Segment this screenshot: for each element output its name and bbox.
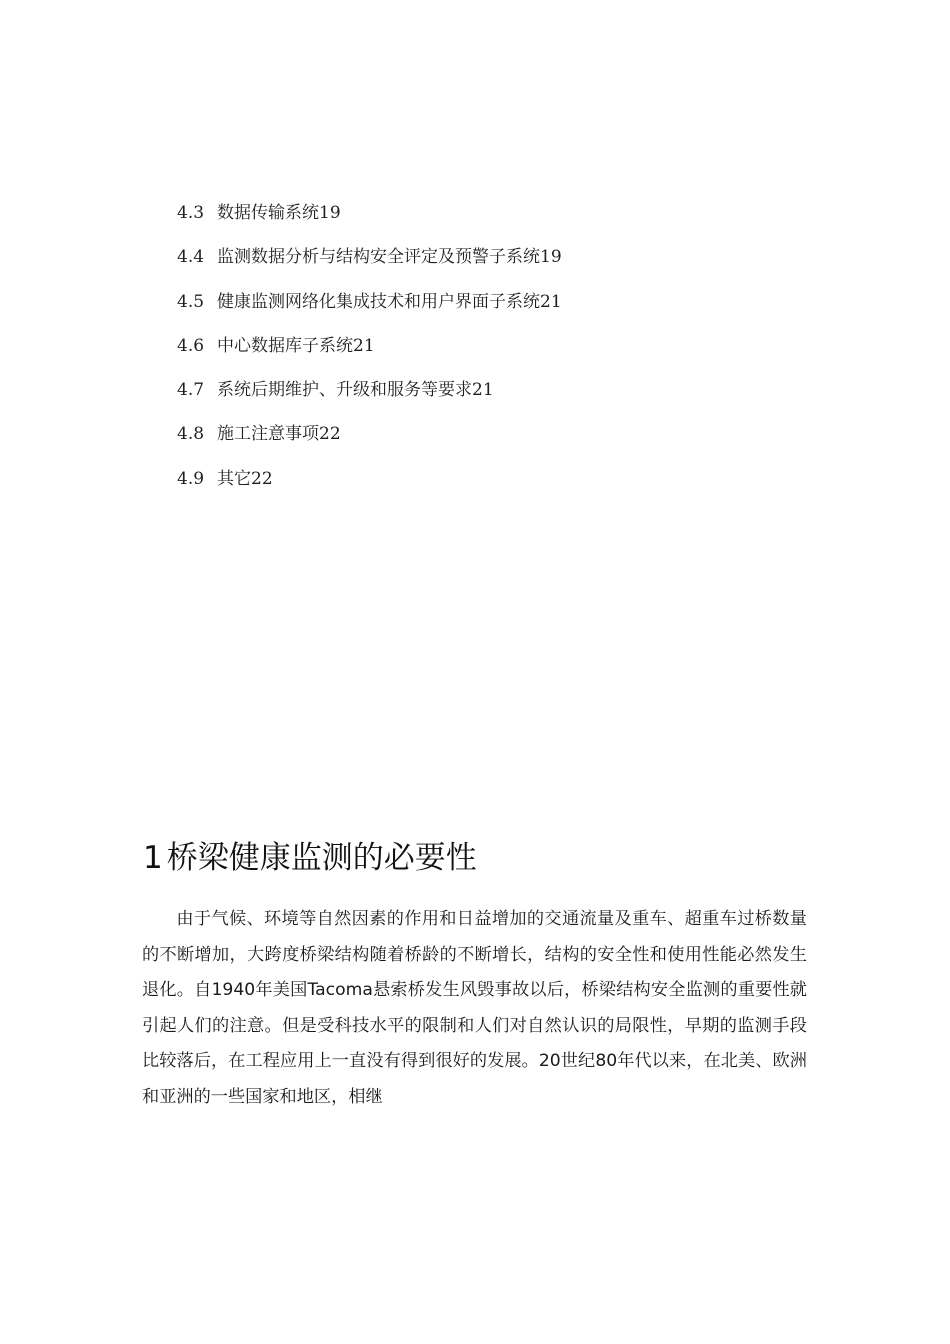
toc-item-title: 其它 bbox=[217, 468, 251, 489]
section-title: 桥梁健康监测的必要性 bbox=[166, 840, 477, 876]
toc-item-title: 健康监测网络化集成技术和用户界面子系统 bbox=[217, 291, 540, 312]
toc-item-page: 19 bbox=[540, 247, 562, 268]
toc-item-number: 4.5 bbox=[177, 291, 205, 312]
toc-item-number: 4.4 bbox=[177, 247, 205, 268]
toc-item[interactable] bbox=[177, 464, 877, 508]
toc-item-title: 施工注意事项 bbox=[217, 424, 319, 445]
toc-item-page: 21 bbox=[540, 291, 562, 312]
toc-item-number: 4.6 bbox=[177, 335, 205, 356]
toc-item-title: 系统后期维护、升级和服务等要求 bbox=[217, 380, 472, 401]
toc-item[interactable] bbox=[177, 198, 877, 242]
toc-item-number: 4.7 bbox=[177, 380, 205, 401]
toc-item-page: 22 bbox=[251, 468, 273, 489]
toc-item-page: 21 bbox=[353, 335, 375, 356]
section-heading bbox=[143, 832, 477, 884]
toc-item[interactable] bbox=[177, 287, 877, 331]
section-number: 1 bbox=[143, 840, 163, 876]
toc-item-number: 4.8 bbox=[177, 424, 205, 445]
toc-item[interactable] bbox=[177, 242, 877, 286]
toc-item-number: 4.3 bbox=[177, 203, 205, 223]
toc-item-title: 数据传输系统 bbox=[217, 203, 319, 223]
toc-item-page: 22 bbox=[319, 424, 341, 445]
toc-item[interactable] bbox=[177, 419, 877, 463]
toc-item[interactable] bbox=[177, 331, 877, 375]
toc-item-number: 4.9 bbox=[177, 468, 205, 489]
toc-item-page: 19 bbox=[319, 203, 341, 223]
toc-item[interactable] bbox=[177, 375, 877, 419]
body-paragraph: 由于气候、环境等自然因素的作用和日益增加的交通流量及重车、超重车过桥数量的不断增加，大跨度桥梁结构随着桥龄的不断增长，结构的安全性和使用性能必然发生退化。自1940年美国Tacoma悬索桥发生风毁事故以后，桥梁结构安全监测的重要性就引起人们的注意。但是受科技水平的限制和人们对自然认识的局限性，早期的监测手段比较落后，在工程应用上一直没有得到很好的发展。20世纪80年代以来，在北美、欧洲和亚洲的一些国家和地区，相继 bbox=[142, 909, 807, 1107]
toc-item-title: 中心数据库子系统 bbox=[217, 335, 353, 356]
toc-item-title: 监测数据分析与结构安全评定及预警子系统 bbox=[217, 247, 540, 268]
table-of-contents bbox=[177, 198, 877, 508]
toc-item-page: 21 bbox=[472, 380, 494, 401]
